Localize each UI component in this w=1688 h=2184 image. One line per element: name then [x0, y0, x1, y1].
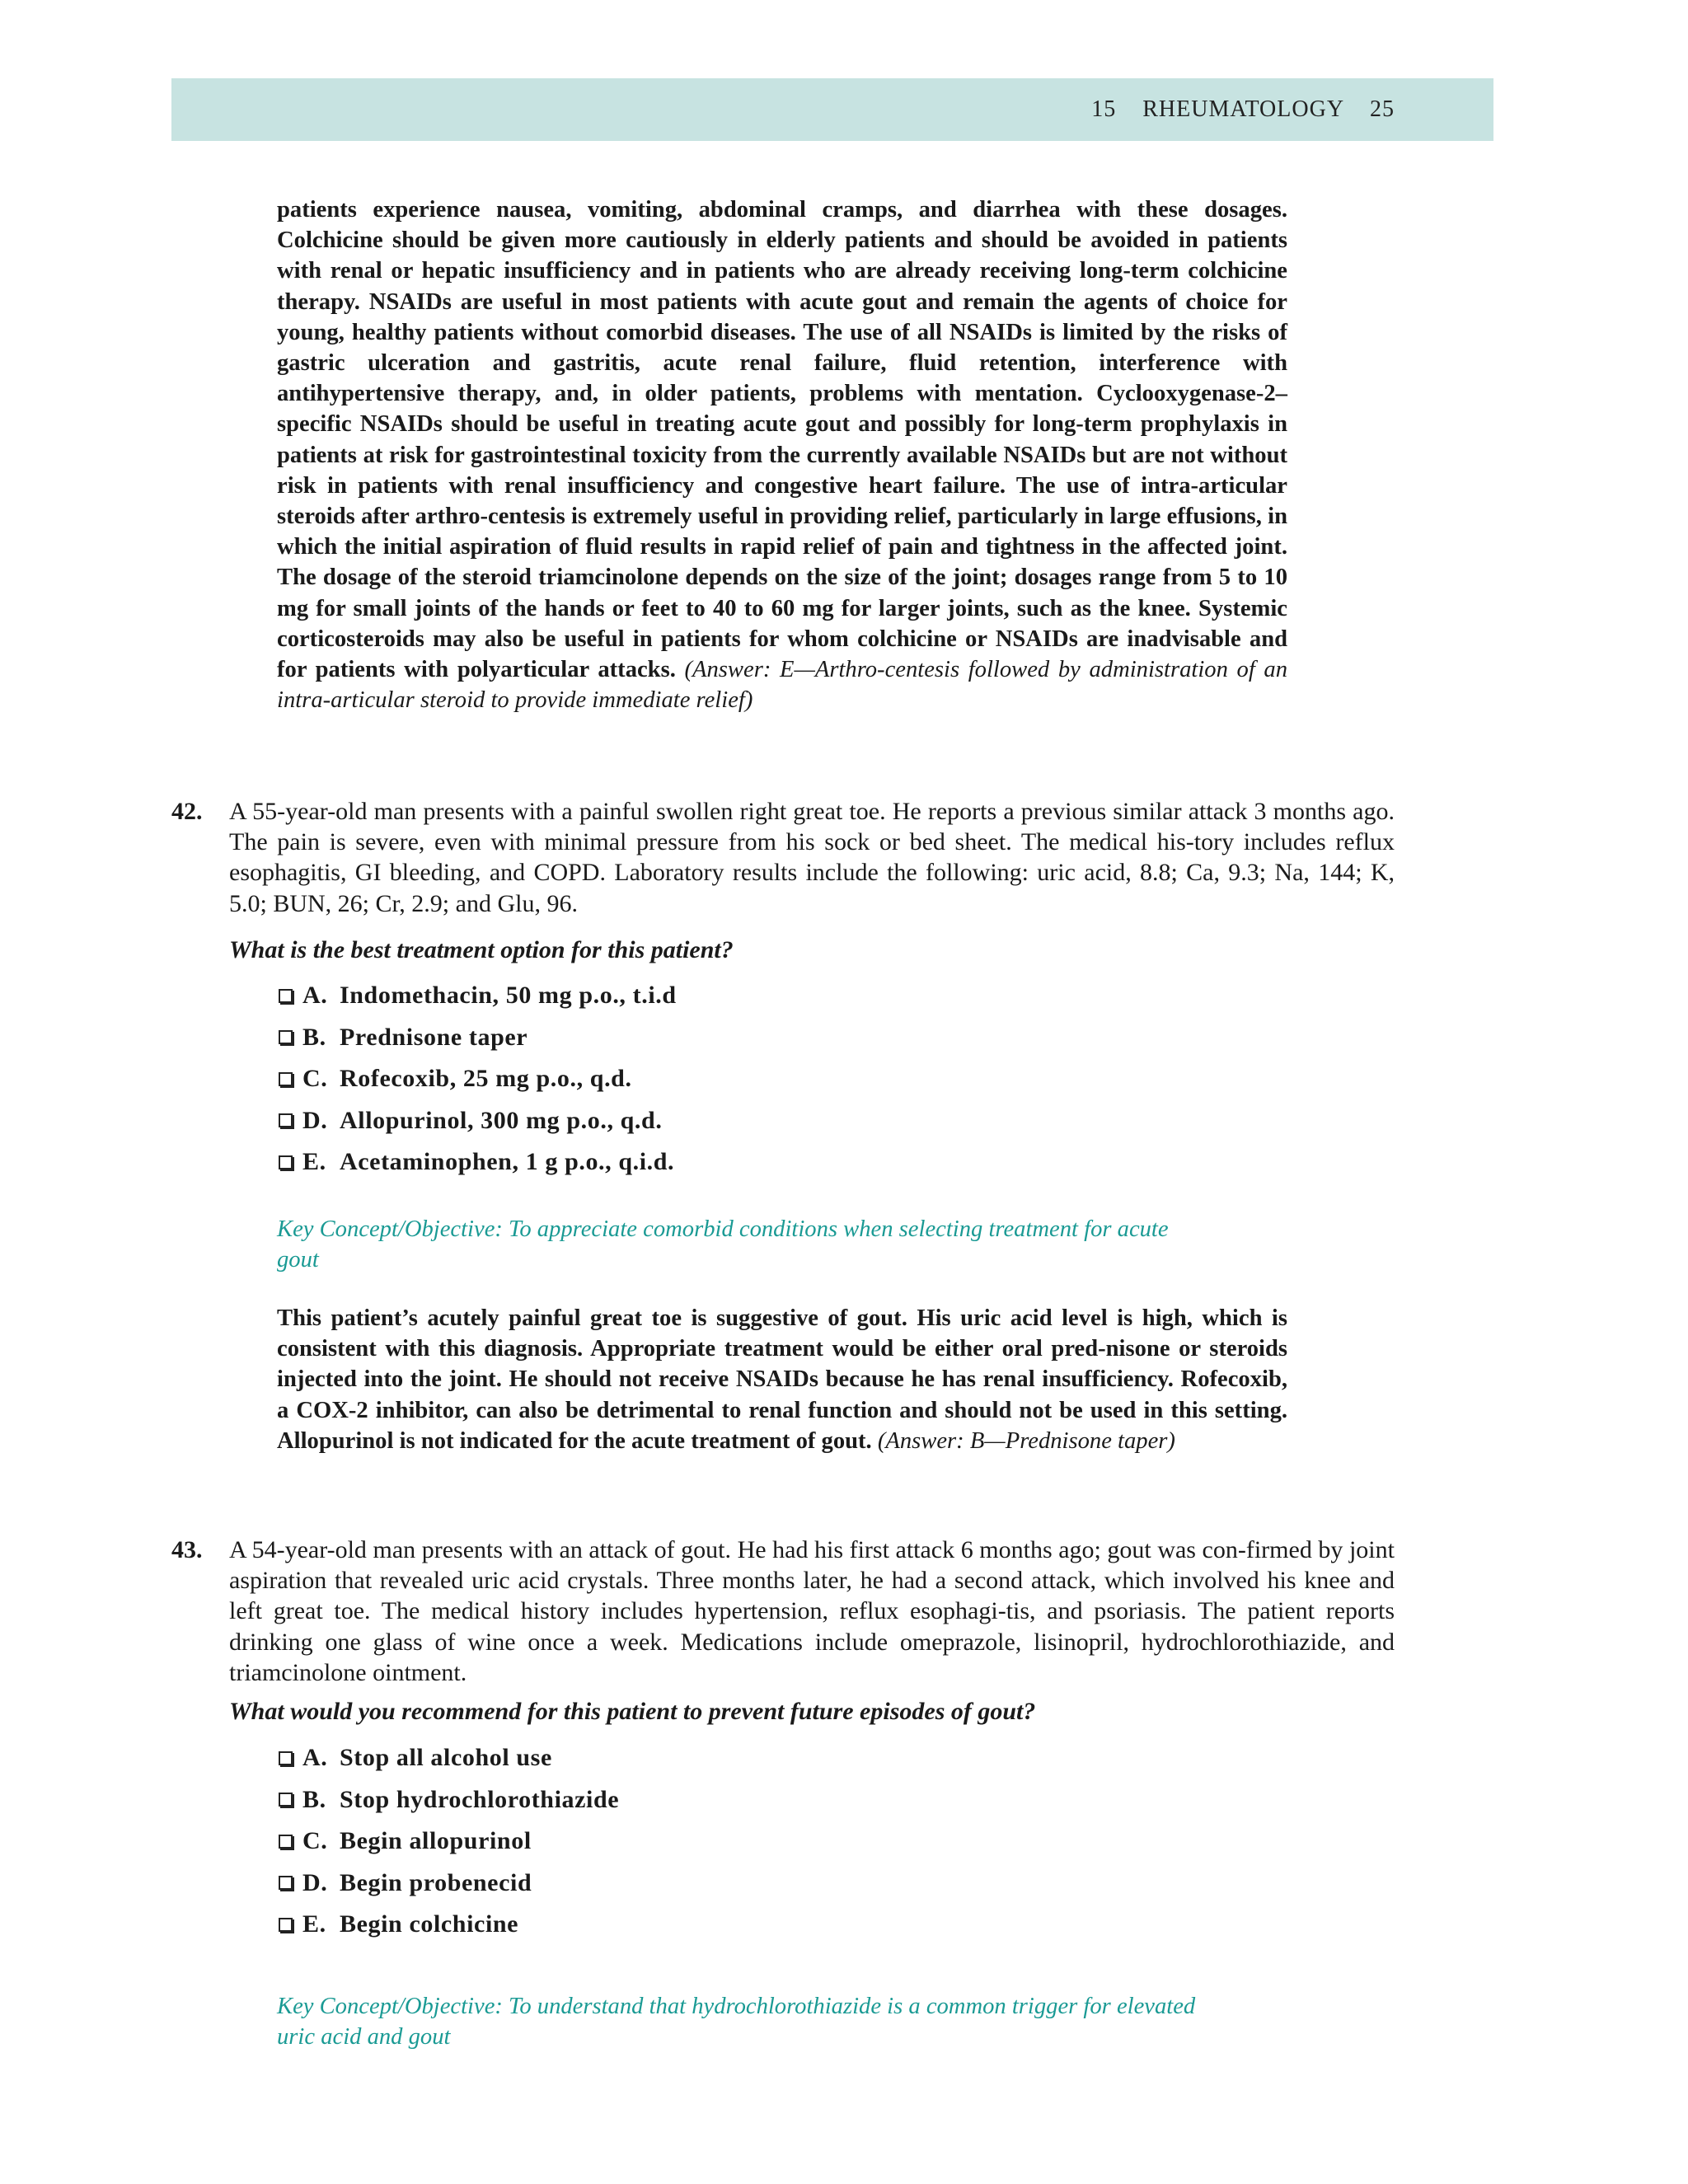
- question-stem: [229, 1535, 1395, 1688]
- option-letter: D.: [302, 1106, 328, 1134]
- question-prompt: What would you recommend for this patient to prevent future episodes of gout?: [229, 1698, 1036, 1725]
- option-letter: D.: [302, 1868, 328, 1896]
- page-number: 25: [1370, 96, 1395, 122]
- checkbox-icon[interactable]: [279, 1072, 293, 1086]
- option-letter: B.: [302, 1023, 326, 1051]
- answer-part: (Answer: E—Arthro-: [684, 657, 885, 683]
- header-text: [1091, 96, 1395, 123]
- checkbox-icon[interactable]: [279, 1751, 293, 1765]
- stem-line: months ago. The pain is severe, even with minimal pressure from his sock or bed sheet. The medical his-: [229, 798, 1395, 856]
- checkbox-icon[interactable]: [279, 1876, 293, 1890]
- explanation-line: The dosage of the steroid triamcinolone depends on the size of the joint; dosages range: [277, 565, 1156, 591]
- option-letter: C.: [302, 1065, 328, 1093]
- option-letter: E.: [302, 1910, 326, 1938]
- option-letter: E.: [302, 1148, 326, 1176]
- option-letter: A.: [302, 982, 328, 1010]
- explanation-line: of gout.: [795, 1427, 872, 1454]
- option-d[interactable]: [277, 1863, 1101, 1905]
- option-letter: C.: [302, 1827, 328, 1855]
- option-text: Begin probenecid: [340, 1868, 532, 1896]
- stem-line: which involved his knee and left great toe. The medical history includes hypertension, reflux esophagi-: [229, 1567, 1395, 1625]
- option-e[interactable]: [277, 1904, 1101, 1946]
- option-text: Prednisone taper: [340, 1023, 528, 1051]
- option-text: Begin allopurinol: [340, 1827, 532, 1855]
- key-concept-line: Key Concept/Objective: To understand that hydrochlorothiazide is a common trigger for elevated: [277, 1994, 1196, 2019]
- option-text: Allopurinol, 300 mg p.o., q.d.: [340, 1106, 663, 1134]
- answer-options-42: [277, 975, 1101, 1183]
- option-b[interactable]: [277, 1017, 1101, 1059]
- chapter-number: 15: [1091, 96, 1117, 122]
- chapter-title: RHEUMATOLOGY: [1142, 96, 1343, 122]
- checkbox-icon[interactable]: [279, 1835, 293, 1849]
- running-header: [171, 78, 1493, 141]
- explanation-line: failure, fluid retention, interference with antihypertensive therapy, and, in older patients,: [277, 350, 1287, 407]
- option-letter: B.: [302, 1785, 326, 1813]
- checkbox-icon[interactable]: [279, 1918, 293, 1932]
- key-concept-43: [277, 1991, 1287, 2052]
- option-letter: A.: [302, 1744, 328, 1772]
- checkbox-icon[interactable]: [279, 1113, 293, 1127]
- explanation-line: and should not be used in this setting. Allopurinol is not indicated for the acute treatment: [277, 1397, 1288, 1454]
- checkbox-icon[interactable]: [279, 1793, 293, 1807]
- key-concept-line: gout: [277, 1247, 319, 1273]
- option-a[interactable]: [277, 975, 1101, 1017]
- explanation-line: dosages. Colchicine should be given more cautiously in elderly patients and should be: [277, 197, 1287, 254]
- option-text: Rofecoxib, 25 mg p.o., q.d.: [340, 1065, 632, 1093]
- explanation-line: and remain the agents of choice for young, healthy patients without comorbid diseases.: [277, 288, 1287, 345]
- explanation-line: patients experience nausea, vomiting, abdominal cramps, and diarrhea with these: [277, 197, 1189, 223]
- option-e[interactable]: [277, 1141, 1101, 1183]
- explanation-line: as the knee. Systemic corticosteroids may also be useful in patients for whom colchicine: [277, 595, 1287, 652]
- option-text: Acetaminophen, 1 g p.o., q.i.d.: [340, 1148, 675, 1176]
- checkbox-icon[interactable]: [279, 1155, 293, 1169]
- stem-line: omeprazole, lisinopril, hydrochlorothiazide, and triamcinolone ointment.: [229, 1628, 1395, 1686]
- stem-line: tory includes reflux esophagitis, GI bleeding, and COPD. Laboratory results include the following: uric: [229, 828, 1395, 887]
- checkbox-icon[interactable]: [279, 1030, 293, 1044]
- option-text: Begin colchicine: [340, 1910, 519, 1938]
- explanation-line: insufficiency and congestive heart failure. The use of intra-articular steroids after arthro-: [277, 472, 1287, 530]
- explanation-line: renal insufficiency. Rofecoxib, a COX-2 inhibitor, can also be detrimental to renal function: [277, 1366, 1287, 1423]
- explanation-line: This patient’s acutely painful great toe is suggestive of gout. His uric acid level is high,: [277, 1305, 1193, 1331]
- stem-line: A 54-year-old man presents with an attack of gout. He had his first attack 6 months ago; gout was con-: [229, 1536, 1246, 1563]
- explanation-line: toxicity from the currently available NSAIDs but are not without risk in patients with renal: [277, 442, 1287, 499]
- explanation-line: avoided in patients with renal or hepatic insufficiency and in patients who are already: [277, 227, 1287, 284]
- stem-line: A 55-year-old man presents with a painful swollen right great toe. He reports a previous similar attack 3: [229, 798, 1267, 825]
- explanation-line: problems with mentation. Cyclooxygenase-2–specific NSAIDs should be useful in treating: [277, 381, 1287, 438]
- option-b[interactable]: [277, 1779, 1101, 1821]
- explanation-line: initial aspiration of fluid results in rapid relief of pain and tightness in the affected joint.: [382, 534, 1287, 560]
- explanation-42: [277, 1303, 1287, 1456]
- key-concept-line: uric acid and gout: [277, 2024, 451, 2050]
- explanation-line: from 5 to 10 mg for small joints of the hands or feet to 40 to 60 mg for larger joints, such: [277, 565, 1287, 621]
- option-text: Stop hydrochlorothiazide: [340, 1785, 620, 1813]
- key-concept-line: Key Concept/Objective: To appreciate comorbid conditions when selecting treatment for acute: [277, 1216, 1169, 1242]
- option-c[interactable]: [277, 1821, 1101, 1863]
- explanation-line: which is consistent with this diagnosis. Appropriate treatment would be either oral pred-: [277, 1305, 1288, 1362]
- question-stem: [229, 796, 1395, 919]
- option-a[interactable]: [277, 1737, 1101, 1779]
- option-c[interactable]: [277, 1058, 1101, 1100]
- option-d[interactable]: [277, 1100, 1101, 1142]
- checkbox-icon[interactable]: [279, 989, 293, 1003]
- answer-text: (Answer: B—Prednisone taper): [877, 1427, 1175, 1454]
- explanation-line: nisone or steroids injected into the joint. He should not receive NSAIDs because he has: [277, 1336, 1288, 1393]
- stem-line: firmed by joint aspiration that revealed uric acid crystals. Three months later, he had a second attack,: [229, 1536, 1395, 1595]
- explanation-line: centesis is extremely useful in providing relief, particularly in large effusions, in which the: [277, 504, 1287, 560]
- question-prompt: What is the best treatment option for this patient?: [229, 936, 734, 963]
- explanation-41: [277, 194, 1287, 715]
- explanation-line: receiving long-term colchicine therapy. NSAIDs are useful in most patients with acute gout: [277, 258, 1287, 315]
- stem-line: tis, and psoriasis. The patient reports drinking one glass of wine once a week. Medications include: [229, 1597, 1395, 1656]
- option-text: Indomethacin, 50 mg p.o., t.i.d: [340, 982, 677, 1010]
- option-text: Stop all alcohol use: [340, 1744, 552, 1772]
- question-number: 43.: [171, 1536, 203, 1563]
- explanation-line: acute gout and possibly for long-term prophylaxis in patients at risk for gastrointestinal: [277, 411, 1288, 468]
- key-concept-42: [277, 1214, 1287, 1275]
- explanation-line: or NSAIDs are inadvisable and for patients with polyarticular attacks.: [277, 626, 1288, 683]
- question-number: 42.: [171, 798, 203, 825]
- answer-part: centesis followed by administration of an intra-articular steroid to provide immediate relief): [277, 657, 1287, 714]
- explanation-line: The use of all NSAIDs is limited by the risks of gastric ulceration and gastritis, acute renal: [277, 319, 1287, 377]
- answer-options-43: [277, 1737, 1101, 1946]
- stem-line: acid, 8.8; Ca, 9.3; Na, 144; K, 5.0; BUN, 26; Cr, 2.9; and Glu, 96.: [229, 859, 1395, 917]
